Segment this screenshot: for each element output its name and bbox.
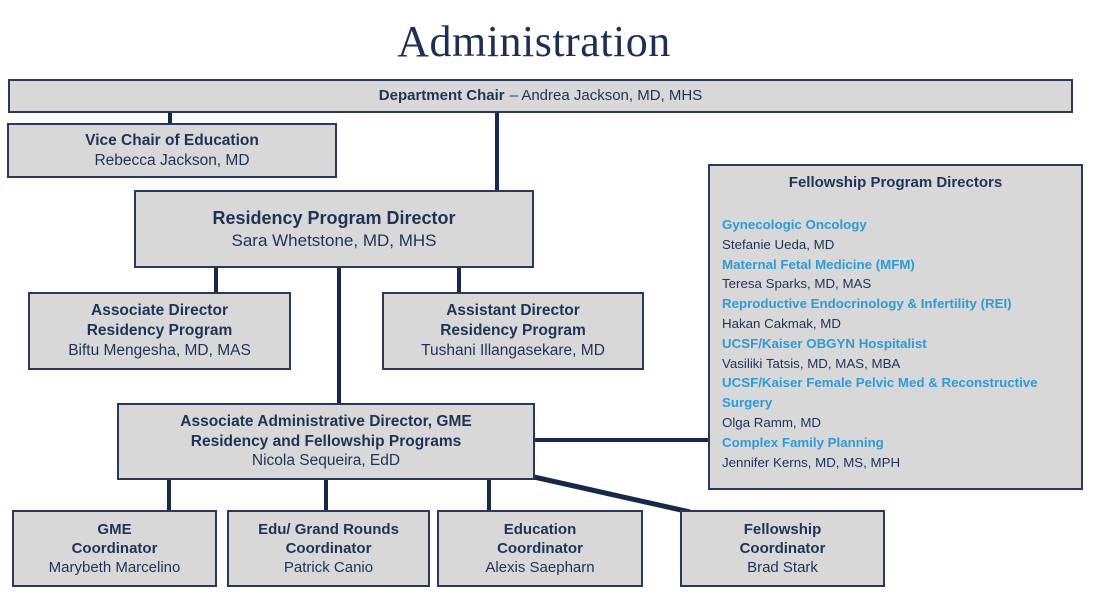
fellowship-program: Gynecologic Oncology xyxy=(722,217,867,232)
connector-residency-to-assistant xyxy=(457,267,461,293)
box-title: Coordinator xyxy=(71,539,158,557)
box-title: Associate Administrative Director, GME xyxy=(180,412,472,430)
box-title: Department Chair xyxy=(378,87,505,105)
fellowship-director: Vasiliki Tatsis, MD, MAS, MBA xyxy=(722,355,901,371)
org-box-education-coordinator xyxy=(437,510,643,587)
fellowship-director: Hakan Cakmak, MD xyxy=(722,315,841,331)
fellowship-program: UCSF/Kaiser OBGYN Hospitalist xyxy=(722,335,927,351)
box-name: Tushani Illangasekare, MD xyxy=(421,341,605,359)
connector-admin-to-fellowship-panel xyxy=(534,438,708,442)
connector-residency-to-admin xyxy=(337,267,341,404)
box-name: Sara Whetstone, MD, MHS xyxy=(231,230,437,250)
fellowship-director: Jennifer Kerns, MD, MS, MPH xyxy=(722,454,901,470)
connector-chair-to-residency xyxy=(495,111,499,191)
org-box-residency-program-director xyxy=(134,190,534,268)
box-name: Marybeth Marcelino xyxy=(48,559,181,577)
org-box-fellowship-coordinator xyxy=(680,510,885,587)
org-box-associate-director xyxy=(28,292,291,370)
connector-admin-to-gme xyxy=(167,479,171,511)
box-name: – Andrea Jackson, MD, MHS xyxy=(509,87,703,105)
box-title: Residency Program Director xyxy=(212,207,456,228)
box-title: Associate Director xyxy=(91,302,228,320)
fellowship-director: Stefanie Ueda, MD xyxy=(722,236,835,252)
box-title: Education xyxy=(503,520,577,538)
fellowship-director: Olga Ramm, MD xyxy=(722,414,821,430)
box-name: Alexis Saepharn xyxy=(485,559,595,577)
connector-admin-to-education xyxy=(487,479,491,511)
org-box-department-chair xyxy=(8,79,1073,113)
org-box-assistant-director xyxy=(382,292,644,370)
org-box-vice-chair xyxy=(7,123,337,178)
fellowship-program: Complex Family Planning xyxy=(722,434,884,450)
box-name: Patrick Canio xyxy=(283,559,374,577)
org-box-associate-administrative-director xyxy=(117,403,535,480)
box-title: Residency Program xyxy=(86,322,233,340)
box-name: Rebecca Jackson, MD xyxy=(94,151,250,169)
box-title: GME xyxy=(97,520,132,538)
fellowship-program: Maternal Fetal Medicine (MFM) xyxy=(722,256,915,272)
box-title: Coordinator xyxy=(739,539,826,557)
box-title: Coordinator xyxy=(497,539,583,557)
box-title: Fellowship xyxy=(743,520,822,538)
fellowship-director: Teresa Sparks, MD, MAS xyxy=(722,276,872,292)
fellowship-entries xyxy=(722,215,1071,472)
box-title: Residency Program xyxy=(440,322,586,340)
page-title: Administration xyxy=(397,17,671,66)
box-title: Coordinator xyxy=(285,539,372,557)
org-box-edu-grand-rounds-coordinator xyxy=(227,510,430,587)
panel-title: Fellowship Program Directors xyxy=(788,174,1003,191)
fellowship-program: Reproductive Endocrinology & Infertility (REI) xyxy=(722,296,1012,312)
box-title: Vice Chair of Education xyxy=(85,131,259,149)
connector-residency-to-associate xyxy=(214,267,218,293)
box-name: Biftu Mengesha, MD, MAS xyxy=(68,341,251,359)
box-name: Nicola Sequeira, EdD xyxy=(251,452,401,470)
box-title: Edu/ Grand Rounds xyxy=(258,520,399,538)
fellowship-program: UCSF/Kaiser Female Pelvic Med & Reconstructive Surgery xyxy=(722,375,1038,411)
org-box-gme-coordinator xyxy=(12,510,217,587)
box-title: Residency and Fellowship Programs xyxy=(190,432,462,450)
box-name: Brad Stark xyxy=(747,559,818,577)
fellowship-program-directors-panel xyxy=(708,164,1083,490)
connector-admin-to-edu xyxy=(324,479,328,511)
box-title: Assistant Director xyxy=(446,302,580,320)
